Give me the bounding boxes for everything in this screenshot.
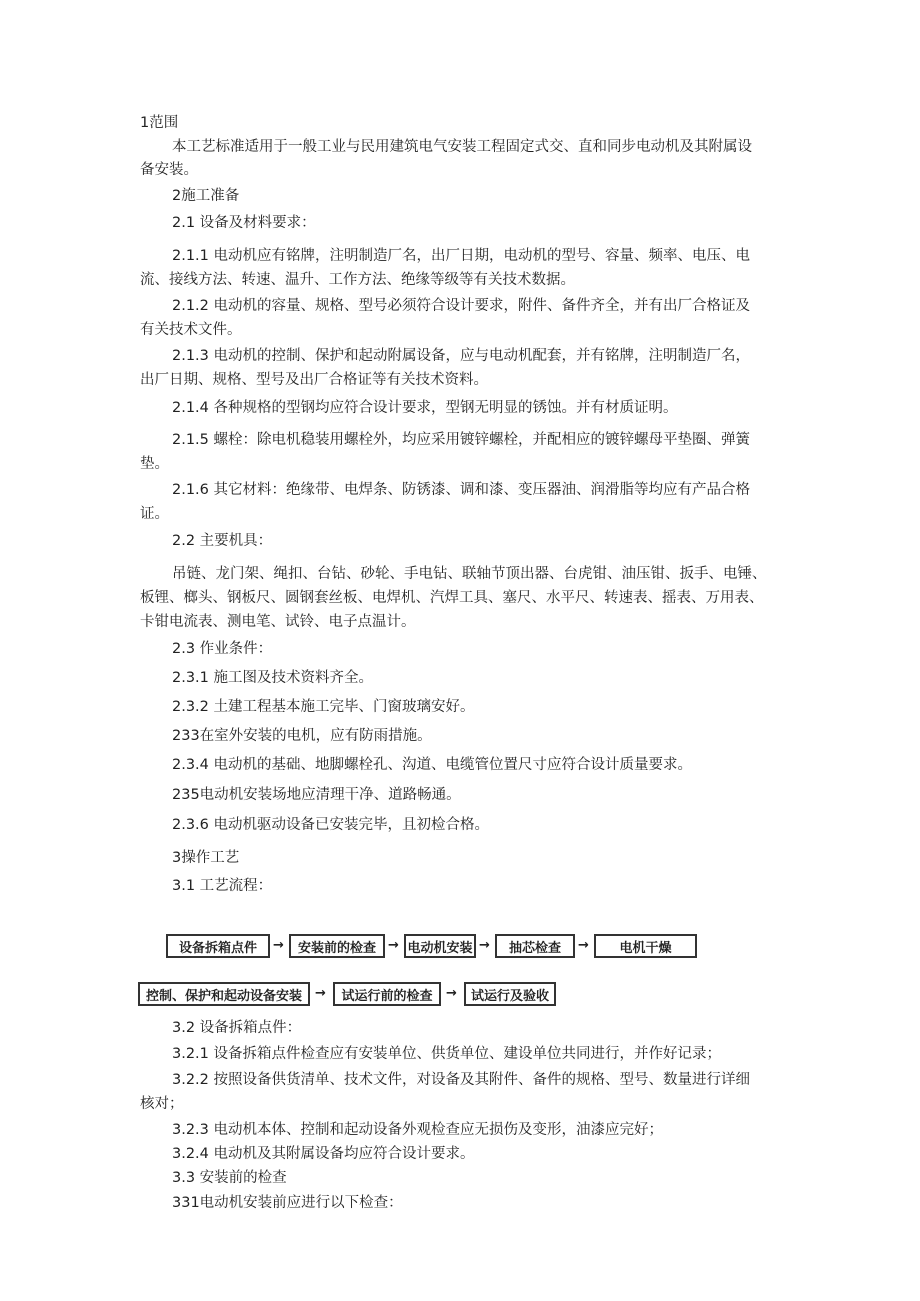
- paragraph-line: 出厂日期、规格、型号及出厂合格证等有关技术资料。: [140, 372, 488, 388]
- flow-step-trial-acceptance: 试运行及验收: [464, 982, 556, 1006]
- paragraph-line: 吊链、龙门架、绳扣、台钻、砂轮、手电钻、联轴节顶出器、台虎钳、油压钳、扳手、电锤、: [172, 566, 767, 582]
- paragraph-line: 2.3.4 电动机的基础、地脚螺栓孔、沟道、电缆管位置尺寸应符合设计质量要求。: [172, 757, 693, 773]
- paragraph-line: 331电动机安装前应进行以下检查：: [172, 1195, 403, 1211]
- paragraph-line: 2.1.1 电动机应有铭牌，注明制造厂名，出厂日期，电动机的型号、容量、频率、电压、电: [172, 248, 750, 264]
- heading-preparation: 2施工准备: [172, 188, 240, 204]
- paragraph-line: 2.3.2 土建工程基本施工完毕、门窗玻璃安好。: [172, 699, 475, 715]
- heading-scope: 1范围: [140, 115, 179, 131]
- section-heading: 3.1 工艺流程：: [172, 878, 273, 894]
- paragraph-line: 2.1.6 其它材料：绝缘带、电焊条、防锈漆、调和漆、变压器油、润滑脂等均应有产品合格: [172, 482, 750, 498]
- flow-step-motor-install: 电动机安装: [404, 934, 476, 958]
- flow-step-control-install: 控制、保护和起动设备安装: [138, 982, 310, 1006]
- paragraph-line: 备安装。: [140, 162, 198, 178]
- flow-arrow: →: [388, 938, 399, 953]
- flow-arrow: →: [315, 986, 326, 1001]
- flow-step-motor-drying: 电机干燥: [594, 934, 697, 958]
- paragraph-line: 本工艺标准适用于一般工业与民用建筑电气安装工程固定式交、直和同步电动机及其附属设: [172, 139, 752, 155]
- section-heading: 2.1 设备及材料要求：: [172, 215, 316, 231]
- flow-arrow: →: [446, 986, 457, 1001]
- paragraph-line: 2.1.5 螺栓：除电机稳装用螺栓外，均应采用镀锌螺栓，并配相应的镀锌螺母平垫圈、弹簧: [172, 432, 750, 448]
- section-heading: 2.2 主要机具：: [172, 533, 273, 549]
- section-heading: 2.3 作业条件：: [172, 641, 273, 657]
- flow-arrow: →: [273, 938, 284, 953]
- flow-step-unpacking: 设备拆箱点件: [166, 934, 270, 958]
- paragraph-line: 2.3.1 施工图及技术资料齐全。: [172, 670, 374, 686]
- paragraph-line: 3.2.1 设备拆箱点件检查应有安装单位、供货单位、建设单位共同进行，并作好记录；: [172, 1046, 722, 1062]
- paragraph-line: 卡钳电流表、测电笔、试铃、电子点温计。: [140, 614, 416, 630]
- paragraph-line: 233在室外安装的电机，应有防雨措施。: [172, 728, 432, 744]
- paragraph-line: 垫。: [140, 456, 169, 472]
- heading-operation: 3操作工艺: [172, 850, 240, 866]
- flow-arrow: →: [479, 938, 490, 953]
- paragraph-line: 板锂、榔头、钢板尺、圆钢套丝板、电焊机、汽焊工具、塞尺、水平尺、转速表、摇表、万用表、: [140, 590, 764, 606]
- paragraph-line: 证。: [140, 506, 169, 522]
- paragraph-line: 核对；: [140, 1096, 184, 1112]
- section-heading: 3.2 设备拆箱点件：: [172, 1020, 302, 1036]
- paragraph-line: 3.2.3 电动机本体、控制和起动设备外观检查应无损伤及变形，油漆应完好；: [172, 1122, 664, 1138]
- paragraph-line: 2.1.4 各种规格的型钢均应符合设计要求，型钢无明显的锈蚀。并有材质证明。: [172, 400, 678, 416]
- paragraph-line: 3.2.2 按照设备供货清单、技术文件，对设备及其附件、备件的规格、型号、数量进行详细: [172, 1072, 750, 1088]
- flow-step-pre-trial-check: 试运行前的检查: [333, 982, 441, 1006]
- paragraph-line: 2.3.6 电动机驱动设备已安装完毕，且初检合格。: [172, 817, 490, 833]
- section-heading: 3.3 安装前的检查: [172, 1170, 287, 1186]
- flow-step-pre-install-check: 安装前的检查: [289, 934, 385, 958]
- paragraph-line: 2.1.3 电动机的控制、保护和起动附属设备，应与电动机配套，并有铭牌，注明制造厂名，: [172, 348, 750, 364]
- paragraph-line: 有关技术文件。: [140, 322, 242, 338]
- paragraph-line: 2.1.2 电动机的容量、规格、型号必须符合设计要求，附件、备件齐全，并有出厂合格证及: [172, 298, 750, 314]
- paragraph-line: 235电动机安装场地应清理干净、道路畅通。: [172, 787, 461, 803]
- paragraph-line: 3.2.4 电动机及其附属设备均应符合设计要求。: [172, 1146, 475, 1162]
- flow-arrow: →: [578, 938, 589, 953]
- flow-step-core-inspection: 抽芯检查: [495, 934, 575, 958]
- paragraph-line: 流、接线方法、转速、温升、工作方法、绝缘等级等有关技术数据。: [140, 272, 575, 288]
